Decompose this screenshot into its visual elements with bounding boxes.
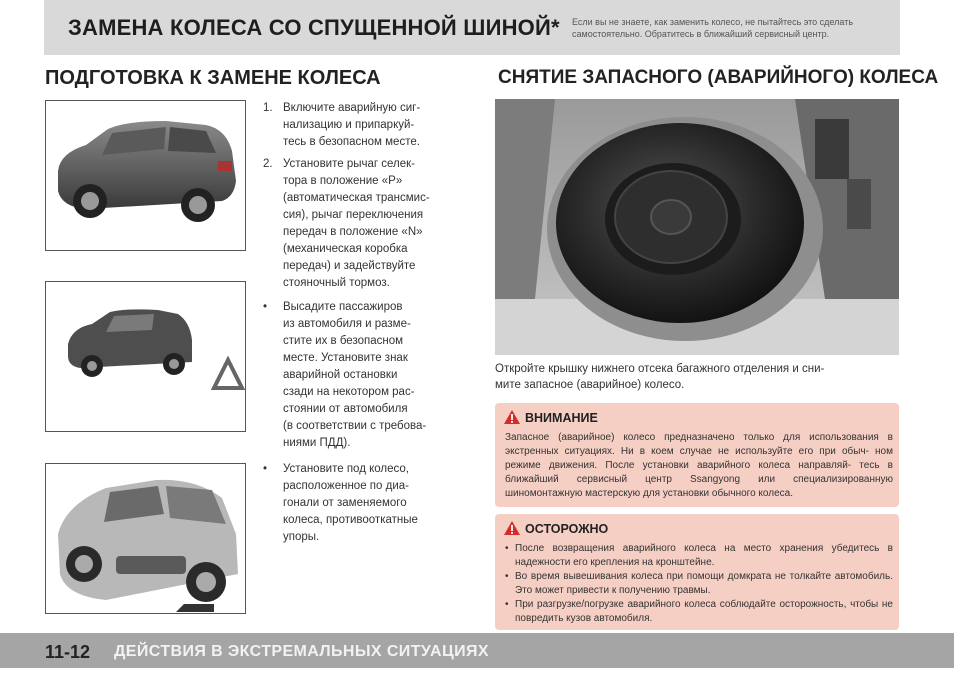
caution-item: • При разгрузке/погрузке аварийного колеса соблюдайте осторожность, чтобы не повредить кузов автомобиля. xyxy=(505,599,893,624)
caution-item: • Во время вывешивания колеса при помощи домкрата не толкайте автомобиль. Это может привести к получению травмы. xyxy=(505,571,893,596)
caution-list xyxy=(505,542,893,626)
warning-icon xyxy=(503,520,521,536)
warning-header xyxy=(503,409,598,428)
caution-header xyxy=(503,520,608,539)
step-marker: • xyxy=(263,301,268,313)
header-note: Если вы не знаете, как заменить колесо, не пытайтесь это сделать самостоятельно. Обратитесь в ближайший сервисный центр. xyxy=(572,17,854,39)
page-number: 11-12 xyxy=(45,642,91,662)
warning-text: Запасное (аварийное) колесо предназначено только для использования в экстренных ситуациях. Ни в коем случае не используйте его при обыч- ном режиме движения. После установки аварийного колеса направляй- тесь в ближайший сервисный центр Ssangyong или специализированную шиномонтажную мастерскую для установки обычного колеса. xyxy=(505,432,893,499)
spare-wheel-trunk-photo xyxy=(495,99,899,355)
warning-box xyxy=(495,403,899,507)
car-with-wheel-chock-illustration xyxy=(45,463,246,614)
step-text: Установите под колесо, расположенное по диа- гонали от заменяемого колеса, противооткатные упоры. xyxy=(283,463,418,543)
car-parked-illustration xyxy=(45,100,246,251)
step-2 xyxy=(263,156,459,292)
chapter-title: ДЕЙСТВИЯ В ЭКСТРЕМАЛЬНЫХ СИТУАЦИЯХ xyxy=(114,643,489,660)
step-1 xyxy=(263,100,459,151)
page-footer xyxy=(0,633,954,668)
caution-item-text: После возвращения аварийного колеса на место хранения убедитесь в надежности его крепления на кронштейне. xyxy=(515,543,893,568)
caution-title: ОСТОРОЖНО xyxy=(525,522,609,536)
right-section-title: СНЯТИЕ ЗАПАСНОГО (АВАРИЙНОГО) КОЛЕСА xyxy=(498,67,939,88)
page-title: ЗАМЕНА КОЛЕСА СО СПУЩЕННОЙ ШИНОЙ* xyxy=(68,15,560,40)
warning-title: ВНИМАНИЕ xyxy=(525,411,598,425)
step-passengers xyxy=(263,299,459,452)
caution-item-text: При разгрузке/погрузке аварийного колеса соблюдайте осторожность, чтобы не повредить кузов автомобиля. xyxy=(515,599,893,624)
warning-icon xyxy=(503,409,521,425)
step-text: Высадите пассажиров из автомобиля и разме- стите их в безопасном месте. Установите знак аварийной остановки сзади на некотором рас- стоянии от автомобиля (в соответствии с требова- ниями ПДД). xyxy=(283,301,427,449)
step-marker: 2. xyxy=(263,158,273,170)
step-marker: • xyxy=(263,463,268,475)
step-wheel-chocks xyxy=(263,461,459,546)
car-with-warning-triangle-illustration xyxy=(45,281,246,432)
step-marker: 1. xyxy=(263,102,273,114)
left-section-title: ПОДГОТОВКА К ЗАМЕНЕ КОЛЕСА xyxy=(45,67,381,89)
step-text: Включите аварийную сиг- нализацию и припаркуй- тесь в безопасном месте. xyxy=(283,102,421,148)
step-text: Установите рычаг селек- тора в положение «P» (автоматическая трансмис- сия), рычаг переключения передач в положение «N» (механическая коробка передач) и задействуйте стояночный тормоз. xyxy=(283,158,430,289)
caution-item: • После возвращения аварийного колеса на место хранения убедитесь в надежности его крепления на кронштейне. xyxy=(505,543,893,568)
caution-item-text: Во время вывешивания колеса при помощи домкрата не толкайте автомобиль. Это может привести к получению травмы. xyxy=(515,571,893,596)
spare-wheel-caption: Откройте крышку нижнего отсека багажного отделения и сни- мите запасное (аварийное) колесо. xyxy=(495,363,825,391)
caution-box xyxy=(495,514,899,630)
